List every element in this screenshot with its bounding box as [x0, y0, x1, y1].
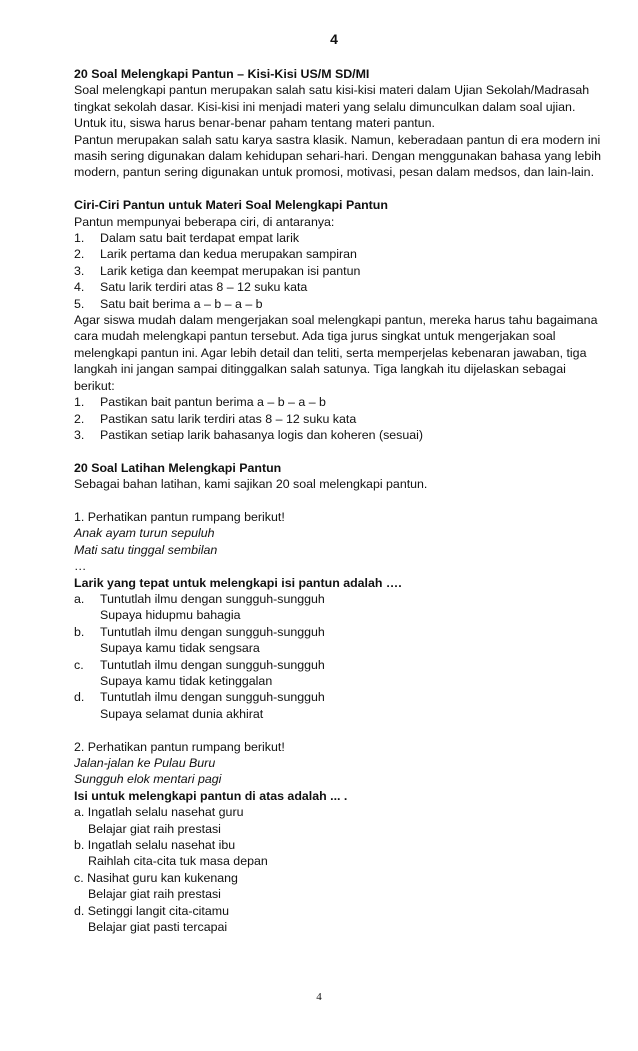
- question-1: [74, 509, 604, 722]
- page-number-footer: 4: [316, 991, 322, 1003]
- page-number-top: 4: [330, 31, 338, 47]
- option-a-line-2: Belajar giat raih prestasi: [88, 821, 221, 836]
- pantun-line: Sungguh elok mentari pagi: [74, 772, 222, 787]
- option-d: d. Tuntutlah ilmu dengan sungguh-sungguh: [74, 690, 325, 705]
- pantun-line-blank: …: [74, 559, 87, 574]
- option-c-line-2: Supaya kamu tidak ketinggalan: [100, 673, 273, 688]
- intro-paragraph-1: Soal melengkapi pantun merupakan salah satu kisi-kisi materi dalam Ujian Sekolah/Madrasah tingkat sekolah dasar. Kisi-kisi ini menjadi materi yang selalu dimunculkan dalam soal ujian. Untuk itu, siswa harus benar-benar paham tentang materi pantun.: [74, 83, 590, 131]
- option-b: b. Ingatlah selalu nasehat ibu: [74, 838, 236, 853]
- pantun-line: Anak ayam turun sepuluh: [74, 526, 215, 541]
- ciri-list: [74, 230, 604, 312]
- option-a: a. Tuntutlah ilmu dengan sungguh-sungguh: [74, 591, 325, 606]
- option-c: c. Nasihat guru kan kukenang: [74, 870, 238, 885]
- option-b-line-2: Supaya kamu tidak sengsara: [100, 641, 260, 656]
- steps-list: [74, 394, 604, 443]
- list-item: 2. Pastikan satu larik terdiri atas 8 – 12 suku kata: [74, 411, 357, 426]
- option-d-line-2: Supaya selamat dunia akhirat: [100, 706, 264, 721]
- option-c: c. Tuntutlah ilmu dengan sungguh-sungguh: [74, 657, 325, 672]
- question-1-text: Larik yang tepat untuk melengkapi isi pantun adalah ….: [74, 575, 402, 590]
- option-a: a. Ingatlah selalu nasehat guru: [74, 805, 244, 820]
- intro-title: 20 Soal Melengkapi Pantun – Kisi-Kisi US/M SD/MI: [74, 67, 370, 81]
- option-b-line-2: Raihlah cita-cita tuk masa depan: [88, 854, 268, 869]
- list-item: 2. Larik pertama dan kedua merupakan sampiran: [74, 247, 357, 262]
- list-item: 5. Satu bait berima a – b – a – b: [74, 296, 263, 311]
- question-2: [74, 739, 604, 936]
- ciri-paragraph: Agar siswa mudah dalam mengerjakan soal melengkapi pantun, mereka harus tahu bagaimana cara mudah melengkapi pantun tersebut. Ada tiga jurus singkat untuk mengerjakan soal melengkapi pantun ini. Agar lebih detail dan teliti, serta memperjelas kebenaran jawaban, tiga langkah ini jangan sampai ditinggalkan salah satunya. Tiga langkah itu dijelaskan sebagai berikut:: [74, 313, 598, 393]
- list-item: 3. Larik ketiga dan keempat merupakan isi pantun: [74, 263, 361, 278]
- list-item: 4. Satu larik terdiri atas 8 – 12 suku kata: [74, 280, 308, 295]
- option-c-line-2: Belajar giat raih prestasi: [88, 887, 221, 902]
- intro-paragraph-2: Pantun merupakan salah satu karya sastra klasik. Namun, keberadaan pantun di era modern ini masih sering digunakan dalam kehidupan sehari-hari. Dengan menggunakan bahasa yang lebih modern, pantun sering digunakan untuk promosi, motivasi, pesan dalam medsos, dan lain-lain.: [74, 132, 601, 180]
- pantun-line: Mati satu tinggal sembilan: [74, 542, 218, 557]
- ciri-lead: Pantun mempunyai beberapa ciri, di antaranya:: [74, 214, 335, 229]
- option-d-line-2: Belajar giat pasti tercapai: [88, 920, 228, 935]
- list-item: 3. Pastikan setiap larik bahasanya logis dan koheren (sesuai): [74, 427, 424, 442]
- question-1-prompt: 1. Perhatikan pantun rumpang berikut!: [74, 509, 285, 524]
- list-item: 1. Dalam satu bait terdapat empat larik: [74, 231, 300, 246]
- latihan-title: 20 Soal Latihan Melengkapi Pantun: [74, 460, 282, 475]
- ciri-title: Ciri-Ciri Pantun untuk Materi Soal Melengkapi Pantun: [74, 198, 388, 213]
- option-b: b. Tuntutlah ilmu dengan sungguh-sungguh: [74, 624, 325, 639]
- document-body: [74, 66, 604, 935]
- option-d: d. Setinggi langit cita-citamu: [74, 903, 229, 918]
- latihan-lead: Sebagai bahan latihan, kami sajikan 20 soal melengkapi pantun.: [74, 477, 428, 492]
- question-2-text: Isi untuk melengkapi pantun di atas adalah ... .: [74, 788, 348, 803]
- list-item: 1. Pastikan bait pantun berima a – b – a – b: [74, 395, 326, 410]
- question-2-prompt: 2. Perhatikan pantun rumpang berikut!: [74, 739, 285, 754]
- option-a-line-2: Supaya hidupmu bahagia: [100, 608, 241, 623]
- pantun-line: Jalan-jalan ke Pulau Buru: [74, 756, 216, 770]
